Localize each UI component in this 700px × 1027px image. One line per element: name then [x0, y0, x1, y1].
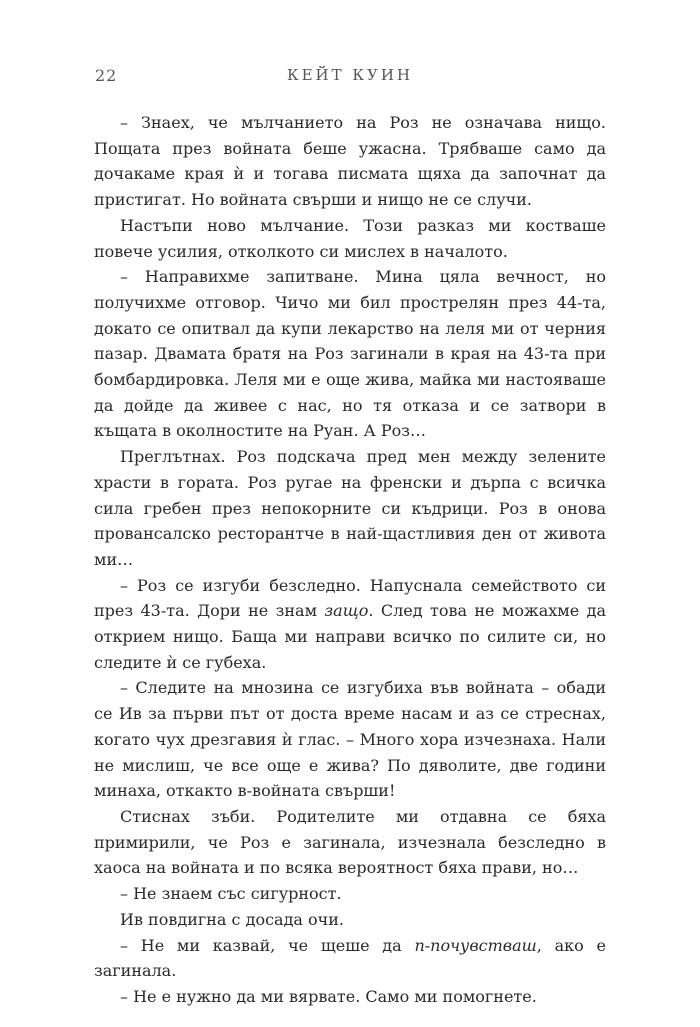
text-segment: Стиснах зъби. Родителите ми отдавна се бяха примирили, че Роз е загинала, изчезнала безследно в хаоса на войната и по всяка вероятност бяха прави, но…: [94, 806, 606, 878]
body-text: [94, 110, 606, 1010]
text-segment: – Роз се изгуби безследно. Напуснала семейството си през 43-та. Дори не знам: [94, 575, 606, 621]
paragraph: [94, 675, 606, 804]
text-segment: Преглътнах. Роз подскача пред мен между зелените храсти в гората. Роз ругае на френски и дърпа с всичка сила гребен през непокорните си къдрици. Роз в онова провансалско ресторантче в най-щастливия ден от живота ми…: [94, 447, 606, 569]
text-segment: – Не е нужно да ми вярвате. Само ми помогнете.: [120, 986, 537, 1006]
text-segment: – Знаех, че мълчанието на Роз не означава нищо. Пощата през войната беше ужасна. Трябваше само да дочакаме края ѝ и тогава писмата щяха да започнат да пристигат. Но войната свърши и нищо не се случи.: [94, 113, 606, 210]
text-segment: – Не ми казвай, че щеше да: [120, 935, 415, 955]
page-header: [95, 66, 605, 86]
paragraph: [94, 933, 606, 984]
paragraph: [94, 881, 606, 907]
italic-text: защо: [324, 601, 369, 621]
text-segment: – Следите на мнозина се изгубиха във войната – обади се Ив за първи път от доста време насам и аз се стреснах, когато чух дрезгавия ѝ глас. – Много хора изчезнаха. Нали не мислиш, че все още е жива? По дяволите, две години минаха, откакто в-войната свърши!: [94, 678, 606, 801]
paragraph: [94, 110, 606, 213]
text-segment: – Направихме запитване. Мина цяла вечност, но получихме отговор. Чичо ми бил прострелян през 44-та, докато се опитвал да купи лекарство на леля ми от черния пазар. Двамата братя на Роз загинали в края на 43-та при бомбардировка. Леля ми е още жива, майка ми настояваше да дойде да живее с нас, но тя отказа и се затвори в къщата в околностите на Руан. А Роз…: [94, 267, 606, 441]
paragraph: [94, 907, 606, 933]
page-number: 22: [95, 66, 118, 85]
paragraph: [94, 213, 606, 264]
text-segment: Настъпи ново мълчание. Този разказ ми костваше повече усилия, отколкото си мислех в началото.: [94, 215, 606, 261]
text-segment: , ако е загинала.: [94, 935, 606, 981]
text-segment: Ив повдигна с досада очи.: [120, 909, 345, 929]
paragraph: [94, 573, 606, 676]
text-segment: . След това не можахме да открием нищо. Баща ми направи всичко по силите си, но следите ѝ се губеха.: [94, 601, 607, 672]
paragraph: [94, 264, 606, 444]
paragraph: [94, 444, 606, 573]
running-head-author: КЕЙТ КУИН: [286, 66, 414, 84]
paragraph: [94, 984, 606, 1010]
italic-text: п-почувстваш: [414, 935, 537, 955]
text-segment: – Не знаем със сигурност.: [120, 884, 342, 904]
paragraph: [94, 804, 606, 881]
